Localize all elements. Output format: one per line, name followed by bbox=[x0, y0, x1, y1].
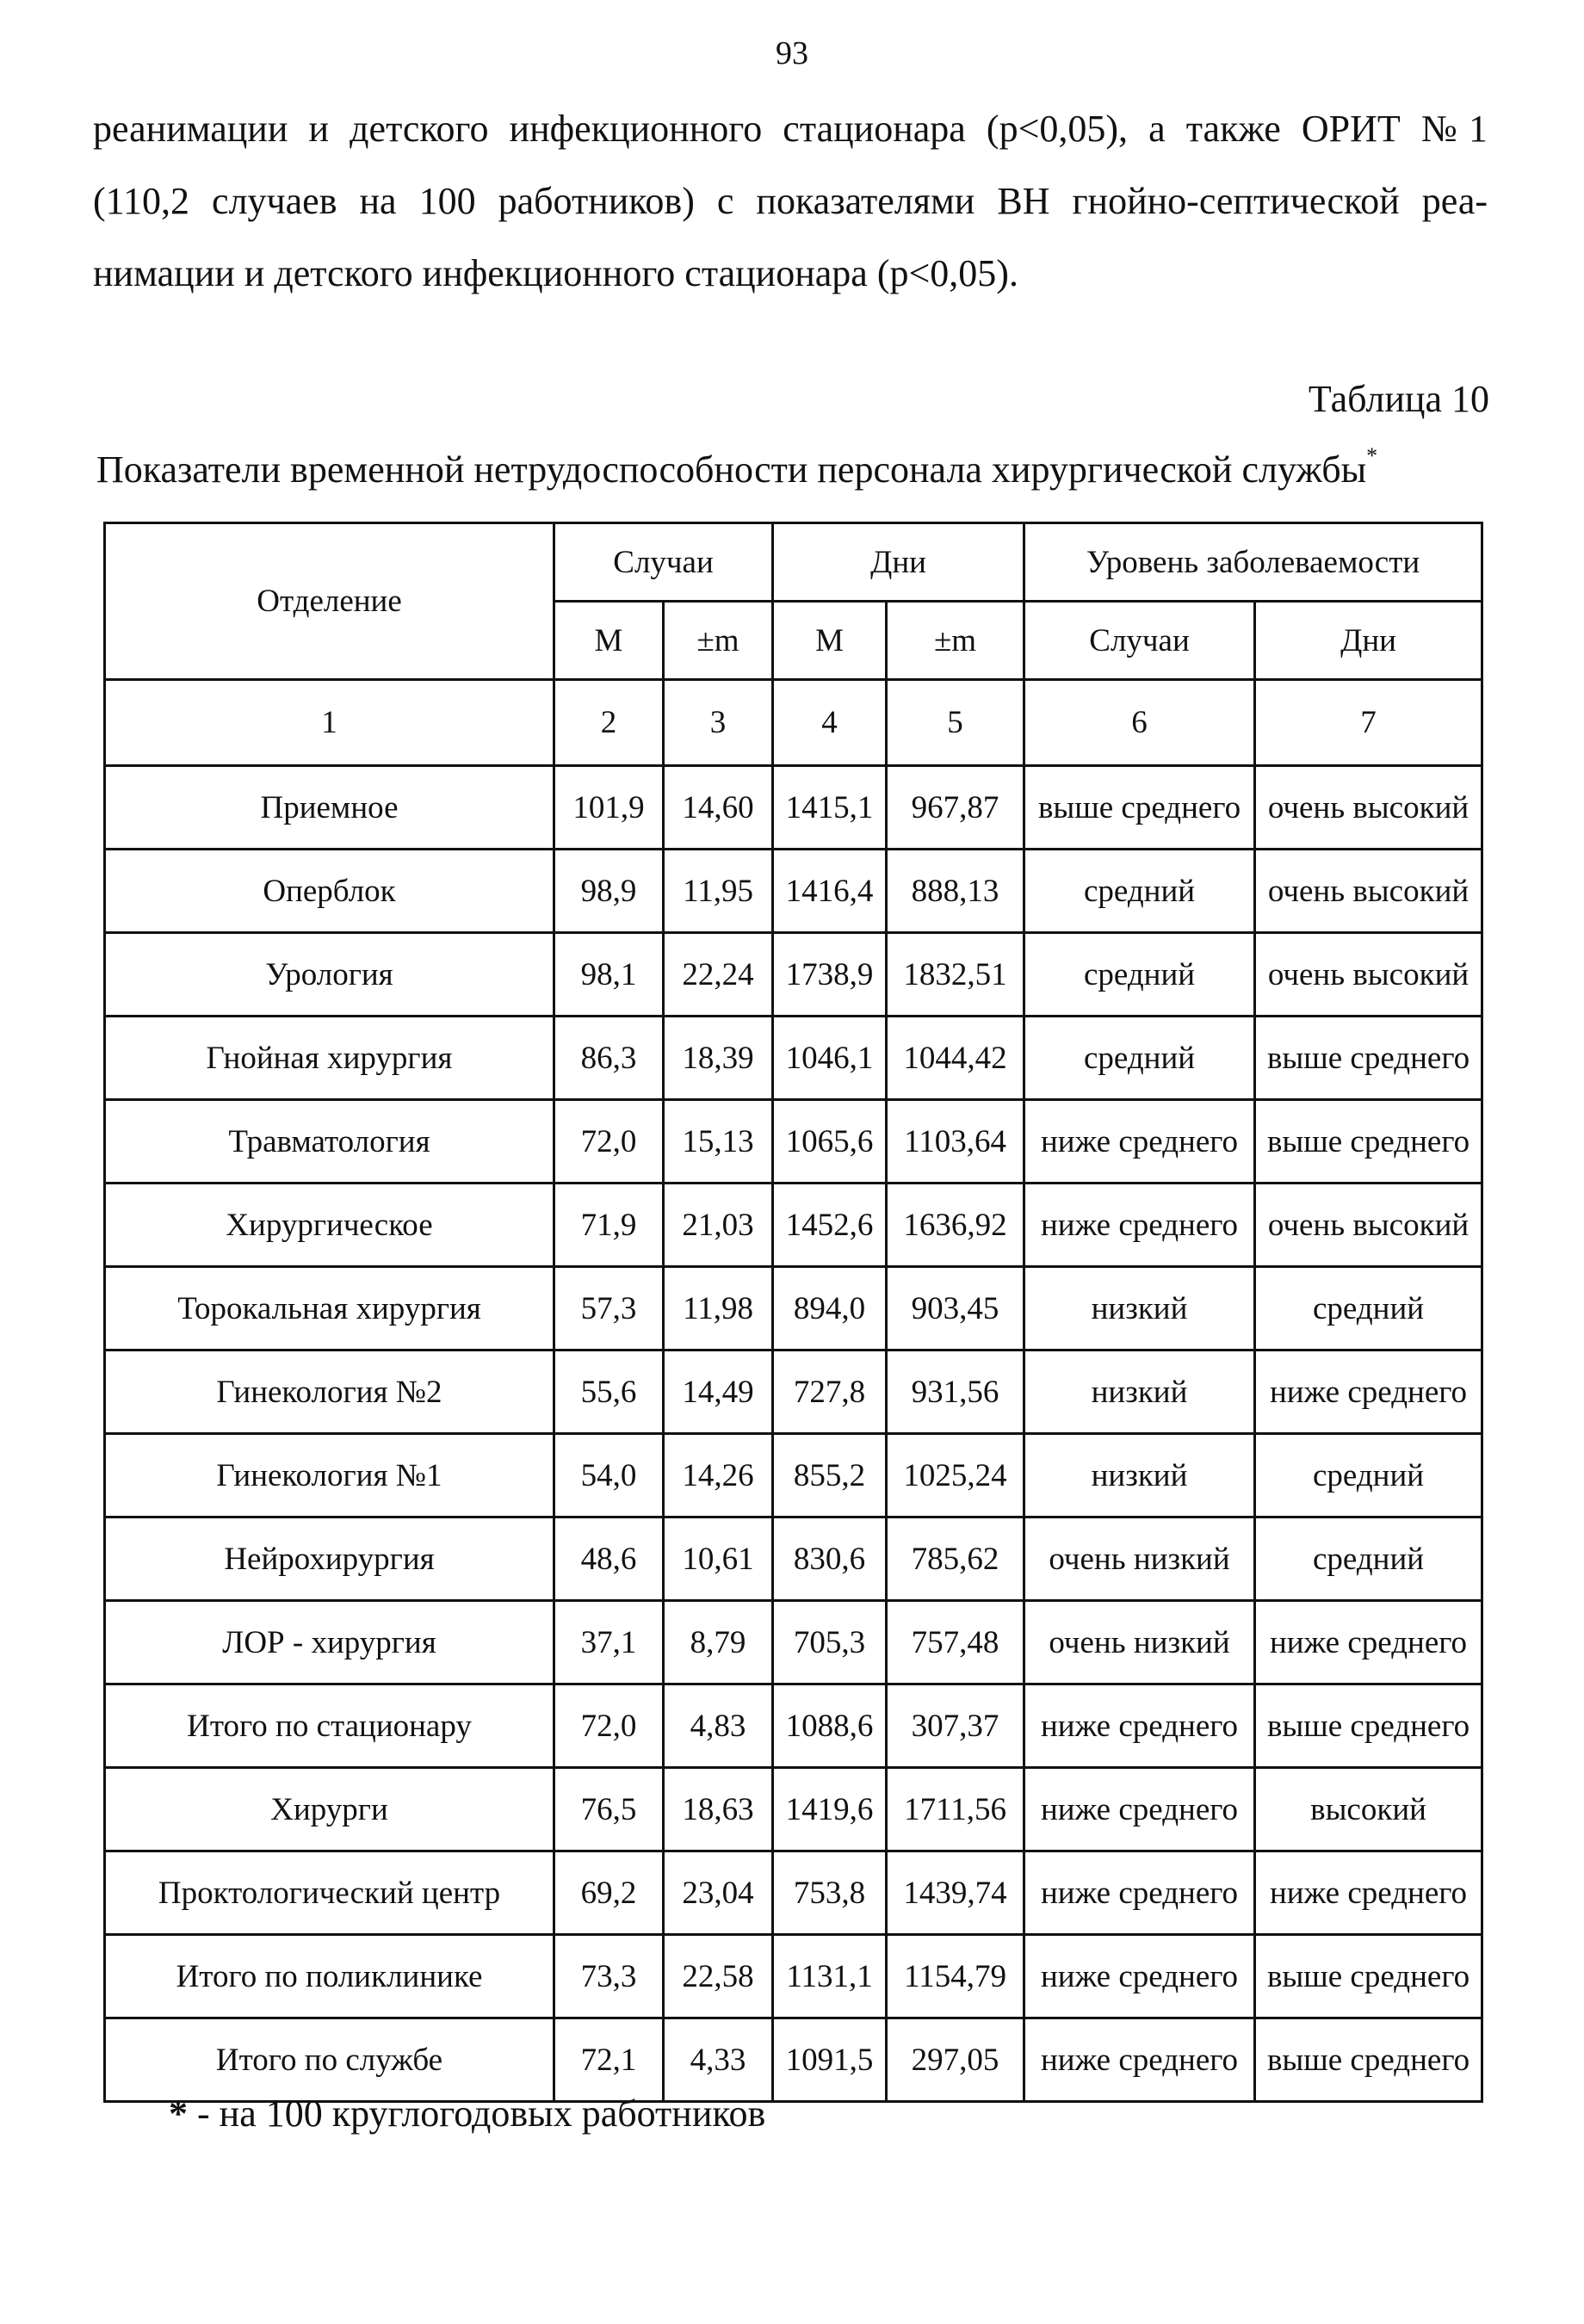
header-morbidity-cases: Случаи bbox=[1024, 602, 1255, 680]
table-row bbox=[105, 1267, 1482, 1351]
cell-days-m: 1088,6 bbox=[773, 1684, 887, 1768]
intro-line-1: реанимации и детского инфекционного стационара (р<0,05), а также ОРИТ №1 bbox=[93, 108, 1488, 150]
cell-days-m: 894,0 bbox=[773, 1267, 887, 1351]
cell-days-m: 1419,6 bbox=[773, 1768, 887, 1851]
cell-cases-pm: 4,33 bbox=[664, 2018, 773, 2102]
cell-days-m: 1415,1 bbox=[773, 766, 887, 850]
cell-cases-pm: 14,60 bbox=[664, 766, 773, 850]
cell-department: Хирурги bbox=[105, 1768, 554, 1851]
table-row bbox=[105, 1601, 1482, 1684]
cell-morbidity-cases: средний bbox=[1024, 1017, 1255, 1100]
cell-department: Гинекология №1 bbox=[105, 1434, 554, 1517]
cell-days-pm: 931,56 bbox=[887, 1351, 1024, 1434]
cell-days-m: 1046,1 bbox=[773, 1017, 887, 1100]
cell-department: Итого по службе bbox=[105, 2018, 554, 2102]
header-morbidity-days: Дни bbox=[1255, 602, 1482, 680]
cell-days-pm: 785,62 bbox=[887, 1517, 1024, 1601]
cell-days-m: 1131,1 bbox=[773, 1935, 887, 2018]
table-row bbox=[105, 1351, 1482, 1434]
cell-cases-pm: 18,63 bbox=[664, 1768, 773, 1851]
cell-morbidity-cases: низкий bbox=[1024, 1434, 1255, 1517]
cell-days-m: 1091,5 bbox=[773, 2018, 887, 2102]
column-number: 4 bbox=[773, 680, 887, 766]
cell-morbidity-days: ниже среднего bbox=[1255, 1601, 1482, 1684]
table-row bbox=[105, 1684, 1482, 1768]
cell-days-m: 855,2 bbox=[773, 1434, 887, 1517]
cell-department: Проктологический центр bbox=[105, 1851, 554, 1935]
cell-days-pm: 1711,56 bbox=[887, 1768, 1024, 1851]
cell-department: Итого по стационару bbox=[105, 1684, 554, 1768]
cell-days-pm: 1103,64 bbox=[887, 1100, 1024, 1184]
cell-morbidity-days: ниже среднего bbox=[1255, 1351, 1482, 1434]
cell-morbidity-days: средний bbox=[1255, 1267, 1482, 1351]
cell-days-m: 1416,4 bbox=[773, 850, 887, 933]
column-number: 1 bbox=[105, 680, 554, 766]
header-days-pm: ±m bbox=[887, 602, 1024, 680]
cell-morbidity-cases: низкий bbox=[1024, 1351, 1255, 1434]
header-cases-m: М bbox=[554, 602, 664, 680]
cell-department: Нейрохирургия bbox=[105, 1517, 554, 1601]
cell-cases-m: 55,6 bbox=[554, 1351, 664, 1434]
header-department: Отделение bbox=[105, 523, 554, 680]
cell-department: Гнойная хирургия bbox=[105, 1017, 554, 1100]
cell-morbidity-days: выше среднего bbox=[1255, 1935, 1482, 2018]
cell-cases-pm: 18,39 bbox=[664, 1017, 773, 1100]
cell-cases-m: 76,5 bbox=[554, 1768, 664, 1851]
cell-cases-m: 73,3 bbox=[554, 1935, 664, 2018]
cell-cases-m: 72,0 bbox=[554, 1684, 664, 1768]
cell-cases-pm: 23,04 bbox=[664, 1851, 773, 1935]
cell-morbidity-cases: ниже среднего bbox=[1024, 1684, 1255, 1768]
column-number: 2 bbox=[554, 680, 664, 766]
column-number: 5 bbox=[887, 680, 1024, 766]
cell-cases-pm: 11,98 bbox=[664, 1267, 773, 1351]
cell-cases-m: 57,3 bbox=[554, 1267, 664, 1351]
cell-department: Хирургическое bbox=[105, 1184, 554, 1267]
cell-department: Приемное bbox=[105, 766, 554, 850]
cell-cases-m: 54,0 bbox=[554, 1434, 664, 1517]
table-title-text: Показатели временной нетрудоспособности персонала хирургической службы bbox=[96, 448, 1367, 491]
table-row bbox=[105, 2018, 1482, 2102]
cell-morbidity-days: средний bbox=[1255, 1434, 1482, 1517]
cell-morbidity-days: средний bbox=[1255, 1517, 1482, 1601]
table-row bbox=[105, 1434, 1482, 1517]
cell-morbidity-days: очень высокий bbox=[1255, 850, 1482, 933]
cell-department: Гинекология №2 bbox=[105, 1351, 554, 1434]
cell-days-pm: 1025,24 bbox=[887, 1434, 1024, 1517]
header-days: Дни bbox=[773, 523, 1024, 602]
header-days-m: М bbox=[773, 602, 887, 680]
cell-morbidity-cases: ниже среднего bbox=[1024, 1768, 1255, 1851]
cell-morbidity-days: высокий bbox=[1255, 1768, 1482, 1851]
cell-cases-m: 48,6 bbox=[554, 1517, 664, 1601]
cell-department: Итого по поликлинике bbox=[105, 1935, 554, 2018]
cell-days-pm: 297,05 bbox=[887, 2018, 1024, 2102]
cell-days-pm: 888,13 bbox=[887, 850, 1024, 933]
cell-morbidity-cases: ниже среднего bbox=[1024, 1935, 1255, 2018]
cell-cases-m: 72,0 bbox=[554, 1100, 664, 1184]
cell-cases-m: 72,1 bbox=[554, 2018, 664, 2102]
table-row bbox=[105, 850, 1482, 933]
cell-morbidity-cases: низкий bbox=[1024, 1267, 1255, 1351]
cell-morbidity-cases: ниже среднего bbox=[1024, 2018, 1255, 2102]
cell-days-m: 830,6 bbox=[773, 1517, 887, 1601]
cell-cases-pm: 21,03 bbox=[664, 1184, 773, 1267]
cell-morbidity-days: очень высокий bbox=[1255, 766, 1482, 850]
table-title bbox=[96, 443, 1378, 491]
cell-cases-m: 69,2 bbox=[554, 1851, 664, 1935]
column-number: 7 bbox=[1255, 680, 1482, 766]
cell-morbidity-cases: очень низкий bbox=[1024, 1601, 1255, 1684]
cell-cases-pm: 4,83 bbox=[664, 1684, 773, 1768]
page-number: 93 bbox=[776, 35, 808, 71]
morbidity-table bbox=[103, 522, 1483, 2103]
cell-morbidity-cases: средний bbox=[1024, 850, 1255, 933]
table-body bbox=[105, 766, 1482, 2102]
header-cases-pm: ±m bbox=[664, 602, 773, 680]
cell-days-pm: 307,37 bbox=[887, 1684, 1024, 1768]
cell-cases-pm: 14,49 bbox=[664, 1351, 773, 1434]
footnote-text: - на 100 круглогодовых работников bbox=[188, 2092, 766, 2135]
cell-morbidity-days: очень высокий bbox=[1255, 1184, 1482, 1267]
cell-days-m: 753,8 bbox=[773, 1851, 887, 1935]
cell-cases-m: 71,9 bbox=[554, 1184, 664, 1267]
cell-cases-m: 98,9 bbox=[554, 850, 664, 933]
cell-department: Травматология bbox=[105, 1100, 554, 1184]
cell-cases-pm: 14,26 bbox=[664, 1434, 773, 1517]
cell-morbidity-days: очень высокий bbox=[1255, 933, 1482, 1017]
cell-days-pm: 1154,79 bbox=[887, 1935, 1024, 2018]
table-row bbox=[105, 1184, 1482, 1267]
intro-line-3: нимации и детского инфекционного стационара (р<0,05). bbox=[93, 252, 1018, 294]
cell-morbidity-cases: ниже среднего bbox=[1024, 1851, 1255, 1935]
cell-days-m: 1738,9 bbox=[773, 933, 887, 1017]
cell-days-pm: 1439,74 bbox=[887, 1851, 1024, 1935]
cell-department: ЛОР - хирургия bbox=[105, 1601, 554, 1684]
cell-department: Оперблок bbox=[105, 850, 554, 933]
cell-cases-pm: 8,79 bbox=[664, 1601, 773, 1684]
table-row bbox=[105, 1517, 1482, 1601]
cell-cases-pm: 10,61 bbox=[664, 1517, 773, 1601]
header-cases: Случаи bbox=[554, 523, 773, 602]
table-row bbox=[105, 1768, 1482, 1851]
cell-days-pm: 757,48 bbox=[887, 1601, 1024, 1684]
cell-morbidity-days: выше среднего bbox=[1255, 1100, 1482, 1184]
intro-line-2: (110,2 случаев на 100 работников) с показателями ВН гнойно-септической реа- bbox=[93, 180, 1488, 222]
cell-morbidity-days: ниже среднего bbox=[1255, 1851, 1482, 1935]
cell-morbidity-cases: средний bbox=[1024, 933, 1255, 1017]
footnote-mark: * bbox=[169, 2092, 188, 2135]
table-row bbox=[105, 1851, 1482, 1935]
cell-cases-pm: 15,13 bbox=[664, 1100, 773, 1184]
cell-department: Урология bbox=[105, 933, 554, 1017]
cell-morbidity-cases: ниже среднего bbox=[1024, 1100, 1255, 1184]
column-number: 3 bbox=[664, 680, 773, 766]
column-number: 6 bbox=[1024, 680, 1255, 766]
cell-days-m: 1065,6 bbox=[773, 1100, 887, 1184]
cell-days-pm: 967,87 bbox=[887, 766, 1024, 850]
cell-morbidity-days: выше среднего bbox=[1255, 1017, 1482, 1100]
cell-department: Торокальная хирургия bbox=[105, 1267, 554, 1351]
table-row bbox=[105, 1935, 1482, 2018]
cell-morbidity-cases: ниже среднего bbox=[1024, 1184, 1255, 1267]
cell-days-m: 727,8 bbox=[773, 1351, 887, 1434]
header-morbidity-level: Уровень заболеваемости bbox=[1024, 523, 1482, 602]
cell-morbidity-cases: выше среднего bbox=[1024, 766, 1255, 850]
footnote bbox=[169, 2092, 765, 2135]
table-row bbox=[105, 1017, 1482, 1100]
intro-paragraph bbox=[93, 93, 1488, 310]
cell-cases-m: 98,1 bbox=[554, 933, 664, 1017]
table-row bbox=[105, 766, 1482, 850]
table-title-footnote-mark: * bbox=[1366, 443, 1378, 469]
cell-days-pm: 1832,51 bbox=[887, 933, 1024, 1017]
cell-cases-pm: 11,95 bbox=[664, 850, 773, 933]
cell-morbidity-cases: очень низкий bbox=[1024, 1517, 1255, 1601]
cell-days-pm: 1636,92 bbox=[887, 1184, 1024, 1267]
cell-cases-m: 101,9 bbox=[554, 766, 664, 850]
cell-cases-m: 37,1 bbox=[554, 1601, 664, 1684]
cell-days-pm: 903,45 bbox=[887, 1267, 1024, 1351]
cell-cases-pm: 22,58 bbox=[664, 1935, 773, 2018]
table-row bbox=[105, 1100, 1482, 1184]
table-label: Таблица 10 bbox=[1308, 378, 1489, 420]
cell-morbidity-days: выше среднего bbox=[1255, 1684, 1482, 1768]
cell-cases-m: 86,3 bbox=[554, 1017, 664, 1100]
cell-days-pm: 1044,42 bbox=[887, 1017, 1024, 1100]
cell-cases-pm: 22,24 bbox=[664, 933, 773, 1017]
table-row bbox=[105, 933, 1482, 1017]
cell-days-m: 1452,6 bbox=[773, 1184, 887, 1267]
cell-morbidity-days: выше среднего bbox=[1255, 2018, 1482, 2102]
cell-days-m: 705,3 bbox=[773, 1601, 887, 1684]
